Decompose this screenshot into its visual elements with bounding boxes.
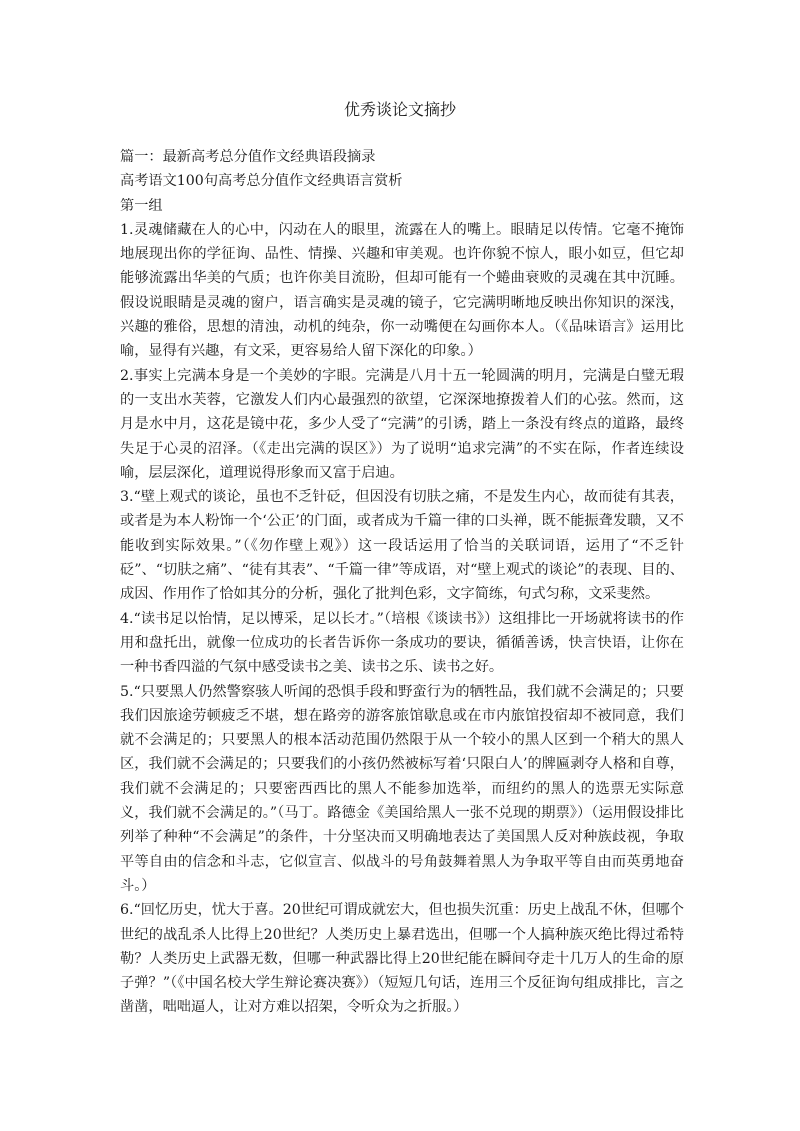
- chapter-heading: 篇一：最新高考总分值作文经典语段摘录: [120, 149, 376, 165]
- paragraph-6: 6.“回忆历史，忧大于喜。20世纪可谓成就宏大，但也损失沉重：历史上战乱不休，但哪个世纪的战乱杀人比得上20世纪？人类历史上暴君选出，但哪一个人搞种族灭绝比得过希特勒？人类历史上武器无数，但哪一种武器比得上20世纪能在瞬间夺走十几万人的生命的原子弹？”（《中国名校大学生辩论赛决赛》）（短短几句话，连用三个反征询句组成排比，言之凿凿，咄咄逼人，让对方难以招架，令听众为之折服。）: [120, 902, 684, 1016]
- article-body: [120, 145, 684, 1020]
- subtitle-heading: 高考语文100句高考总分值作文经典语言赏析: [120, 173, 403, 190]
- group-heading: 第一组: [120, 197, 163, 214]
- page-title: 优秀谈论文摘抄: [343, 100, 456, 119]
- paragraph-1: 1.灵魂储藏在人的心中，闪动在人的眼里，流露在人的嘴上。眼睛足以传情。它毫不掩饰地展现出你的学征询、品性、情操、兴趣和审美观。也许你貌不惊人，眼小如豆，但它却能够流露出华美的气质；也许你美目流盼，但却可能有一个蜷曲衰败的灵魂在其中沉睡。假设说眼睛是灵魂的窗户，语言确实是灵魂的镜子，它完满明晰地反映出你知识的深浅，兴趣的雅俗，思想的清浊，动机的纯杂，你一动嘴便在勾画你本人。（《品味语言》运用比喻，显得有兴趣，有文采，更容易给人留下深化的印象。）: [120, 221, 684, 360]
- paragraph-4: 4.“读书足以怡情，足以博采，足以长才。”（培根《谈读书》）这组排比一开场就将读书的作用和盘托出，就像一位成功的长者告诉你一条成功的要诀，循循善诱，快言快语，让你在一种书香四溢的气氛中感受读书之美、读书之乐、读书之好。: [120, 610, 684, 676]
- paragraph-5: 5.“只要黑人仍然警察骇人听闻的恐惧手段和野蛮行为的牺牲品，我们就不会满足的；只要我们因旅途劳顿疲乏不堪，想在路旁的游客旅馆歇息或在市内旅馆投宿却不被同意，我们就不会满足的；只要黑人的根本活动范围仍然限于从一个较小的黑人区到一个稍大的黑人区，我们就不会满足的；只要我们的小孩仍然被标写着‘只限白人’的牌匾剥夺人格和自尊，我们就不会满足的；只要密西西比的黑人不能参加选举，而纽约的黑人的选票无实际意义，我们就不会满足的。”（马丁。路德金《美国给黑人一张不兑现的期票》）（运用假设排比列举了种种“不会满足”的条件，十分坚决而又明确地表达了美国黑人反对种族歧视，争取平等自由的信念和斗志，它似宣言、似战斗的号角鼓舞着黑人为争取平等自由而英勇地奋斗。）: [120, 683, 684, 894]
- paragraph-2: 2.事实上完满本身是一个美妙的字眼。完满是八月十五一轮圆满的明月，完满是白璧无瑕的一支出水芙蓉，它激发人们内心最强烈的欲望，它深深地撩拨着人们的心弦。然而，这月是水中月，这花是镜中花，多少人受了“完满”的引诱，踏上一条没有终点的道路，最终失足于心灵的沼泽。（《走出完满的误区》）为了说明“追求完满”的不实在际，作者连续设喻，层层深化，道理说得形象而又富于启迪。: [120, 367, 684, 481]
- paragraph-3: 3.“壁上观式的谈论，虽也不乏针砭，但因没有切肤之痛，不是发生内心，故而徒有其表，或者是为本人粉饰一个‘公正’的门面，或者成为千篇一律的口头禅，既不能振聋发聩，又不能收到实际效果。”（《勿作壁上观》）这一段话运用了恰当的关联词语，运用了“不乏针砭”、“切肤之痛”、“徒有其表”、“千篇一律”等成语，对“壁上观式的谈论”的表现、目的、成因、作用作了恰如其分的分析，强化了批判色彩，文字简练，句式匀称，文采斐然。: [120, 489, 684, 603]
